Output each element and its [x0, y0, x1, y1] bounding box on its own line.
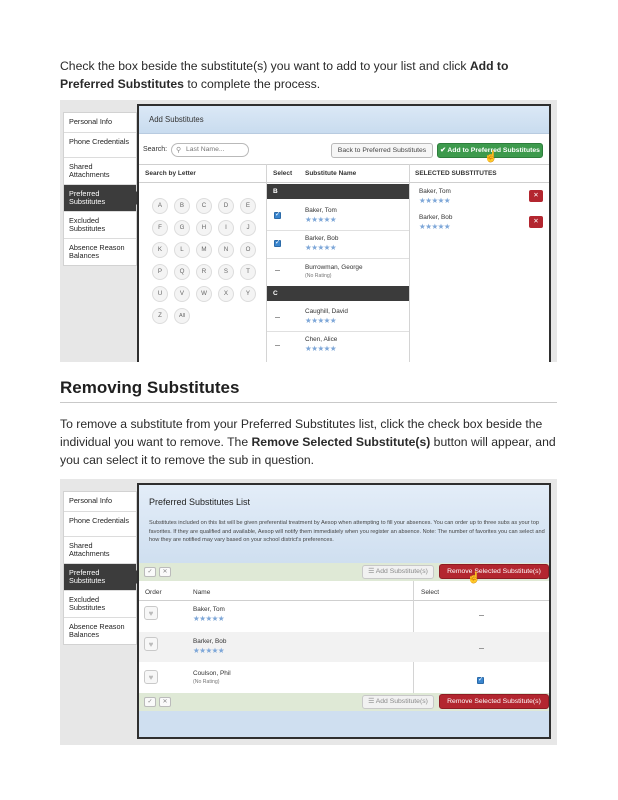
- letter-filter-button[interactable]: All: [174, 308, 190, 324]
- letter-filter-button[interactable]: X: [218, 286, 234, 302]
- letter-filter-button[interactable]: Y: [240, 286, 256, 302]
- select-checkbox[interactable]: [275, 345, 280, 346]
- sub-name: Baker, Tom: [193, 606, 225, 613]
- side-nav: [63, 112, 137, 266]
- add-to-preferred-button[interactable]: ✔ Add to Preferred Substitutes: [437, 143, 543, 158]
- group-header-c: C: [267, 286, 409, 301]
- col-order: Order: [145, 589, 162, 596]
- nav-excluded-substitutes[interactable]: Excluded Substitutes: [64, 591, 136, 618]
- rating-stars-icon: ★★★★★: [305, 344, 337, 353]
- letter-filter-button[interactable]: G: [174, 220, 190, 236]
- sub-name: Barker, Bob: [193, 638, 227, 645]
- rating-stars-icon: ★★★★★: [305, 215, 337, 224]
- rating-stars-icon: ★★★★★: [193, 646, 225, 655]
- col-name: Name: [193, 589, 211, 596]
- col-select: Select: [421, 589, 440, 596]
- rating-stars-icon: ★★★★★: [193, 614, 225, 623]
- select-checkbox[interactable]: [275, 270, 280, 271]
- select-checkbox[interactable]: [274, 240, 281, 247]
- nav-preferred-substitutes[interactable]: Preferred Substitutes: [64, 185, 136, 212]
- intro-paragraph: Check the box beside the substitute(s) you want to add to your list and click Add to Preferred Substitutes to complete the process.: [60, 59, 509, 91]
- preferred-list-panel: [137, 483, 551, 739]
- add-substitutes-screenshot: [60, 100, 557, 362]
- rating-stars-icon: ★★★★★: [305, 243, 337, 252]
- list-description: Substitutes included on this list will be given preferential treatment by Aesop when attempting to fill your absences. You can order up to three subs as your top favorites. If they are qualified and available, Aesop will notify them immediately when you register an absence. Note: The number of favorites you can select and how they are notified may vary based on your school district's preferences.: [149, 520, 545, 543]
- letter-filter-button[interactable]: L: [174, 242, 190, 258]
- letter-filter-button[interactable]: O: [240, 242, 256, 258]
- nav-shared-attachments[interactable]: Shared Attachments: [64, 158, 136, 185]
- remove-selected-button[interactable]: Remove Selected Substitute(s): [439, 564, 549, 579]
- col-select: Select: [273, 170, 293, 177]
- no-rating-note: (No Rating): [305, 273, 332, 279]
- section-divider: [60, 402, 557, 403]
- nav-preferred-substitutes[interactable]: Preferred Substitutes: [64, 564, 136, 591]
- panel-title: Add Substitutes: [139, 106, 549, 134]
- letter-filter-button[interactable]: V: [174, 286, 190, 302]
- col-selected-substitutes: SELECTED SUBSTITUTES: [415, 170, 497, 177]
- rating-stars-icon: ★★★★★: [419, 222, 451, 231]
- letter-filter-button[interactable]: K: [152, 242, 168, 258]
- letter-filter-button[interactable]: F: [152, 220, 168, 236]
- preferred-list-screenshot: [60, 479, 557, 745]
- section-heading: Removing Substitutes: [60, 378, 240, 397]
- selected-sub-name: Baker, Tom: [419, 188, 451, 195]
- select-checkbox[interactable]: [479, 615, 484, 616]
- nav-phone-credentials[interactable]: Phone Credentials: [64, 133, 136, 158]
- sub-name: Barker, Bob: [305, 235, 339, 242]
- letter-filter-button[interactable]: C: [196, 198, 212, 214]
- clear-all-icon[interactable]: ✕: [159, 567, 171, 577]
- remove-selected-button[interactable]: Remove Selected Substitute(s): [439, 694, 549, 709]
- check-all-icon[interactable]: ✓: [144, 697, 156, 707]
- add-substitutes-button[interactable]: ☰ Add Substitute(s): [362, 695, 434, 709]
- clear-all-icon[interactable]: ✕: [159, 697, 171, 707]
- search-input[interactable]: ⚲ Last Name...: [171, 143, 249, 157]
- panel-title: Preferred Substitutes List: [149, 497, 251, 507]
- letter-filter-button[interactable]: M: [196, 242, 212, 258]
- rating-stars-icon: ★★★★★: [419, 196, 451, 205]
- nav-excluded-substitutes[interactable]: Excluded Substitutes: [64, 212, 136, 239]
- select-checkbox[interactable]: [477, 677, 484, 684]
- letter-filter-button[interactable]: I: [218, 220, 234, 236]
- letter-filter-button[interactable]: E: [240, 198, 256, 214]
- sub-name: Caughill, David: [305, 308, 348, 315]
- col-substitute-name: Substitute Name: [305, 170, 357, 177]
- select-checkbox[interactable]: [274, 212, 281, 219]
- sub-name: Burrowman, George: [305, 264, 363, 271]
- letter-filter-button[interactable]: Q: [174, 264, 190, 280]
- letter-filter-button[interactable]: P: [152, 264, 168, 280]
- search-label: Search:: [143, 146, 168, 153]
- nav-phone-credentials[interactable]: Phone Credentials: [64, 512, 136, 537]
- add-substitutes-panel: [137, 104, 551, 362]
- rating-stars-icon: ★★★★★: [305, 316, 337, 325]
- sub-name: Coulson, Phil: [193, 670, 231, 677]
- select-checkbox[interactable]: [275, 317, 280, 318]
- nav-absence-reason-balances[interactable]: Absence Reason Balances: [69, 243, 125, 260]
- back-to-preferred-button[interactable]: Back to Preferred Substitutes: [331, 143, 433, 158]
- sub-name: Chen, Alice: [305, 336, 338, 343]
- nav-personal-info[interactable]: Personal Info: [64, 113, 136, 133]
- pointer-cursor-icon: ☝: [484, 151, 498, 163]
- check-all-icon[interactable]: ✓: [144, 567, 156, 577]
- add-substitutes-button[interactable]: ☰ Add Substitute(s): [362, 565, 434, 579]
- col-search-by-letter: Search by Letter: [145, 170, 196, 177]
- letter-filter-button[interactable]: H: [196, 220, 212, 236]
- removal-paragraph: To remove a substitute from your Preferred Substitutes list, click the check box beside the individual you want to remove. The Remove Selected Substitute(s) button will appear, and you can select it to remove the sub in question.: [60, 417, 556, 467]
- letter-filter-button[interactable]: R: [196, 264, 212, 280]
- drag-handle-heart-icon[interactable]: ♥: [144, 606, 158, 620]
- selected-sub-name: Barker, Bob: [419, 214, 453, 221]
- drag-handle-heart-icon[interactable]: ♥: [144, 637, 158, 651]
- letter-filter-button[interactable]: A: [152, 198, 168, 214]
- no-rating-note: (No Rating): [193, 679, 220, 685]
- group-header-b: B: [267, 184, 409, 199]
- letter-filter-button[interactable]: Z: [152, 308, 168, 324]
- letter-filter-button[interactable]: D: [218, 198, 234, 214]
- letter-filter-button[interactable]: B: [174, 198, 190, 214]
- sub-name: Baker, Tom: [305, 207, 337, 214]
- letter-filter-button[interactable]: T: [240, 264, 256, 280]
- remove-selected-x-icon[interactable]: ✕: [529, 190, 543, 202]
- nav-shared-attachments[interactable]: Shared Attachments: [64, 537, 136, 564]
- letter-filter-button[interactable]: S: [218, 264, 234, 280]
- letter-filter-button[interactable]: J: [240, 220, 256, 236]
- drag-handle-heart-icon[interactable]: ♥: [144, 670, 158, 684]
- nav-personal-info[interactable]: Personal Info: [64, 492, 136, 512]
- select-checkbox[interactable]: [479, 648, 484, 649]
- letter-filter-button[interactable]: U: [152, 286, 168, 302]
- search-icon: ⚲: [176, 147, 182, 154]
- letter-filter-button[interactable]: N: [218, 242, 234, 258]
- letter-filter-button[interactable]: W: [196, 286, 212, 302]
- pointer-cursor-icon: ☝: [467, 572, 481, 584]
- side-nav: [63, 491, 137, 645]
- nav-absence-reason-balances[interactable]: Absence Reason Balances: [69, 622, 125, 639]
- remove-selected-x-icon[interactable]: ✕: [529, 216, 543, 228]
